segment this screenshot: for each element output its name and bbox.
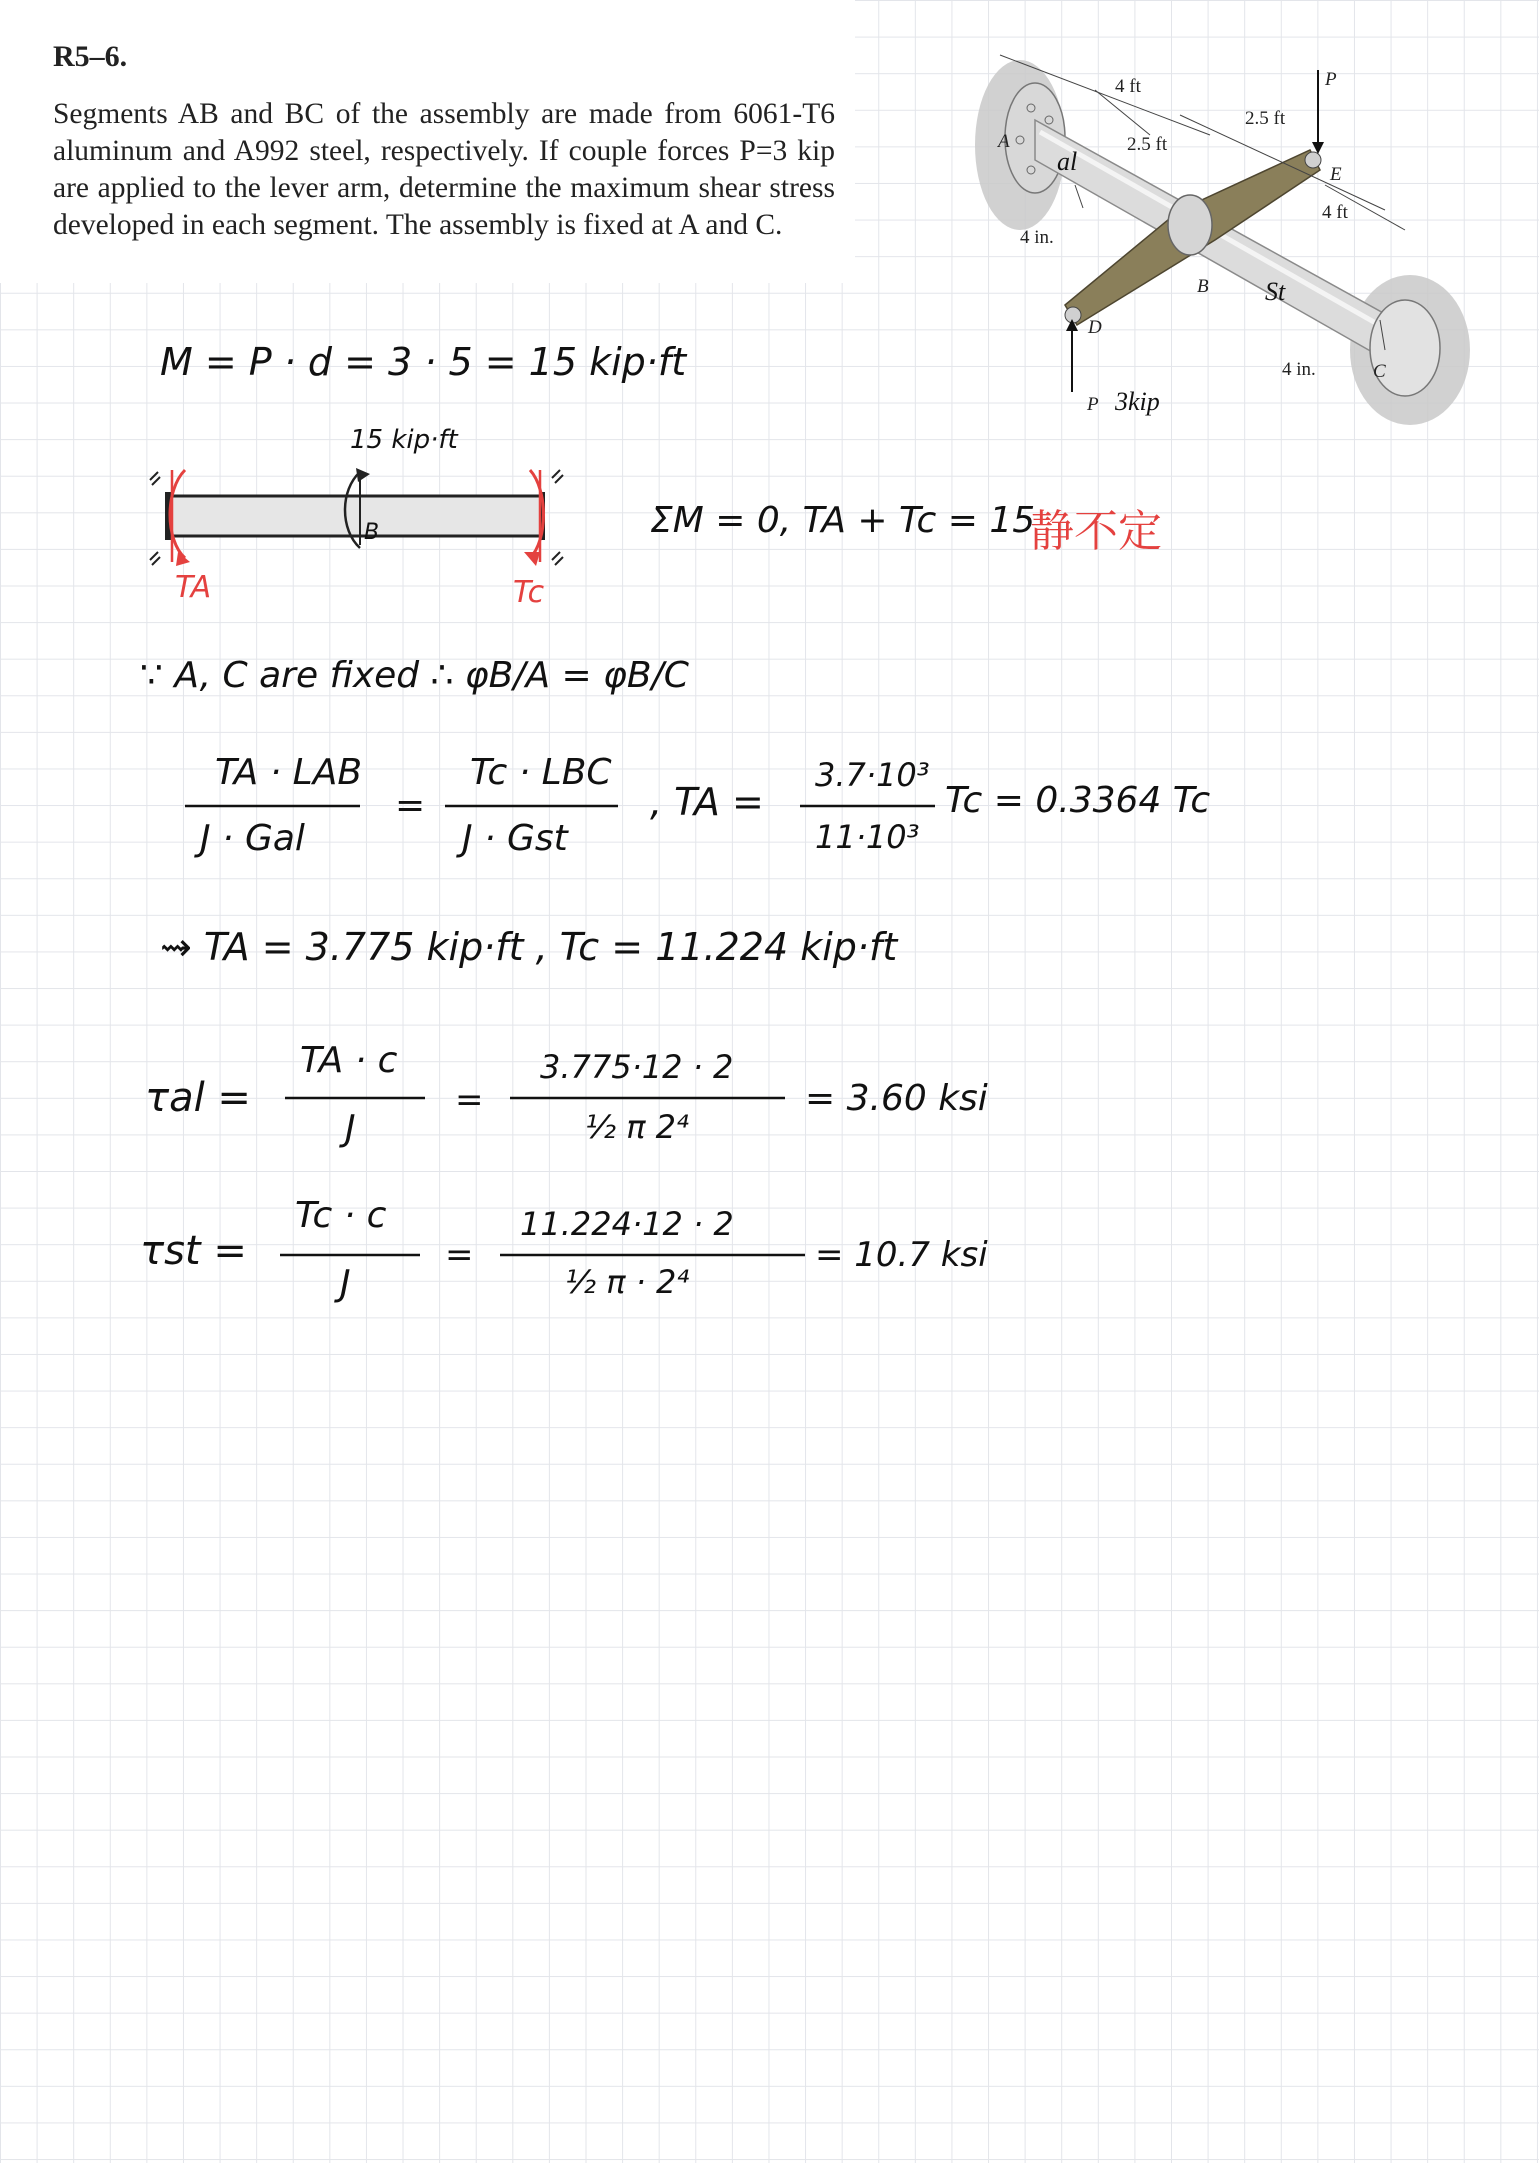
- label-p-top: P: [1325, 69, 1337, 90]
- tau-st-formula-num: Tc · c: [295, 1195, 387, 1236]
- label-2-5ft-b: 2.5 ft: [1245, 108, 1286, 129]
- tau-st-lhs: τst =: [140, 1228, 247, 1274]
- equilibrium-eq: ΣM = 0, TA + Tc = 15: [650, 500, 1036, 541]
- label-d: D: [1088, 317, 1102, 338]
- ratio-lhs-num: TA · LAB: [215, 752, 363, 793]
- problem-number: R5–6.: [53, 40, 128, 73]
- moment-eq: M = P · d = 3 · 5 = 15 kip·ft: [160, 340, 687, 384]
- ta-prefix: , TA =: [650, 780, 764, 824]
- problem-text: Segments AB and BC of the assembly are made from 6061-T6 aluminum and A992 steel, respectively. If couple forces P=3 kip are applied to the lever arm, determine the maximum shear stress developed in each segment. The assembly is fixed at A and C.: [53, 98, 835, 241]
- label-4in-right: 4 in.: [1282, 359, 1316, 380]
- indeterminate-note: 静不定: [1030, 506, 1162, 557]
- tau-st-result: = 10.7 ksi: [815, 1235, 988, 1275]
- tau-al-formula-num: TA · c: [300, 1040, 398, 1081]
- label-2-5ft-a: 2.5 ft: [1127, 134, 1168, 155]
- tau-al-formula-den: J: [345, 1108, 356, 1149]
- tau-al-den: ½ π 2⁴: [585, 1108, 689, 1146]
- ta-num: 3.7·10³: [815, 756, 930, 794]
- ta-den: 11·10³: [815, 818, 920, 856]
- label-c: C: [1373, 361, 1386, 382]
- fbd-tc-label: Tc: [513, 575, 545, 610]
- tau-st-num: 11.224·12 · 2: [520, 1205, 734, 1243]
- tau-al-eq: =: [455, 1080, 484, 1120]
- ta-suffix: Tc = 0.3364 Tc: [945, 780, 1211, 821]
- tau-al-num: 3.775·12 · 2: [540, 1048, 734, 1086]
- ratio-rhs-den: J · Gst: [462, 818, 568, 859]
- tau-st-formula-den: J: [340, 1263, 351, 1304]
- label-a: A: [998, 131, 1010, 152]
- tau-st-eq: =: [445, 1235, 474, 1275]
- compatibility-eq: ∵ A, C are fixed ∴ φB/A = φB/C: [140, 655, 689, 696]
- label-4in-left: 4 in.: [1020, 227, 1054, 248]
- annot-al: al: [1057, 147, 1078, 176]
- label-4ft-top: 4 ft: [1115, 76, 1141, 97]
- annot-st: St: [1265, 277, 1286, 306]
- label-b: B: [1197, 276, 1209, 297]
- fbd-b-label: B: [364, 520, 380, 545]
- torque-results: ⇝ TA = 3.775 kip·ft , Tc = 11.224 kip·ft: [160, 925, 898, 969]
- tau-al-lhs: τal =: [145, 1075, 251, 1121]
- tau-al-result: = 3.60 ksi: [805, 1078, 988, 1119]
- fbd-torque-label: 15 kip·ft: [350, 425, 458, 455]
- label-4ft-right: 4 ft: [1322, 202, 1348, 223]
- label-e: E: [1330, 164, 1342, 185]
- fbd-shaft: [168, 496, 543, 536]
- tau-st-den: ½ π · 2⁴: [565, 1263, 690, 1301]
- ratio-lhs-den: J · Gal: [200, 818, 305, 859]
- fbd-ta-label: TA: [175, 570, 212, 605]
- annot-3kip: 3kip: [1115, 387, 1160, 416]
- ratio-eq: =: [395, 785, 426, 826]
- label-p-bottom: P: [1087, 394, 1099, 415]
- ratio-rhs-num: Tc · LBC: [470, 752, 612, 793]
